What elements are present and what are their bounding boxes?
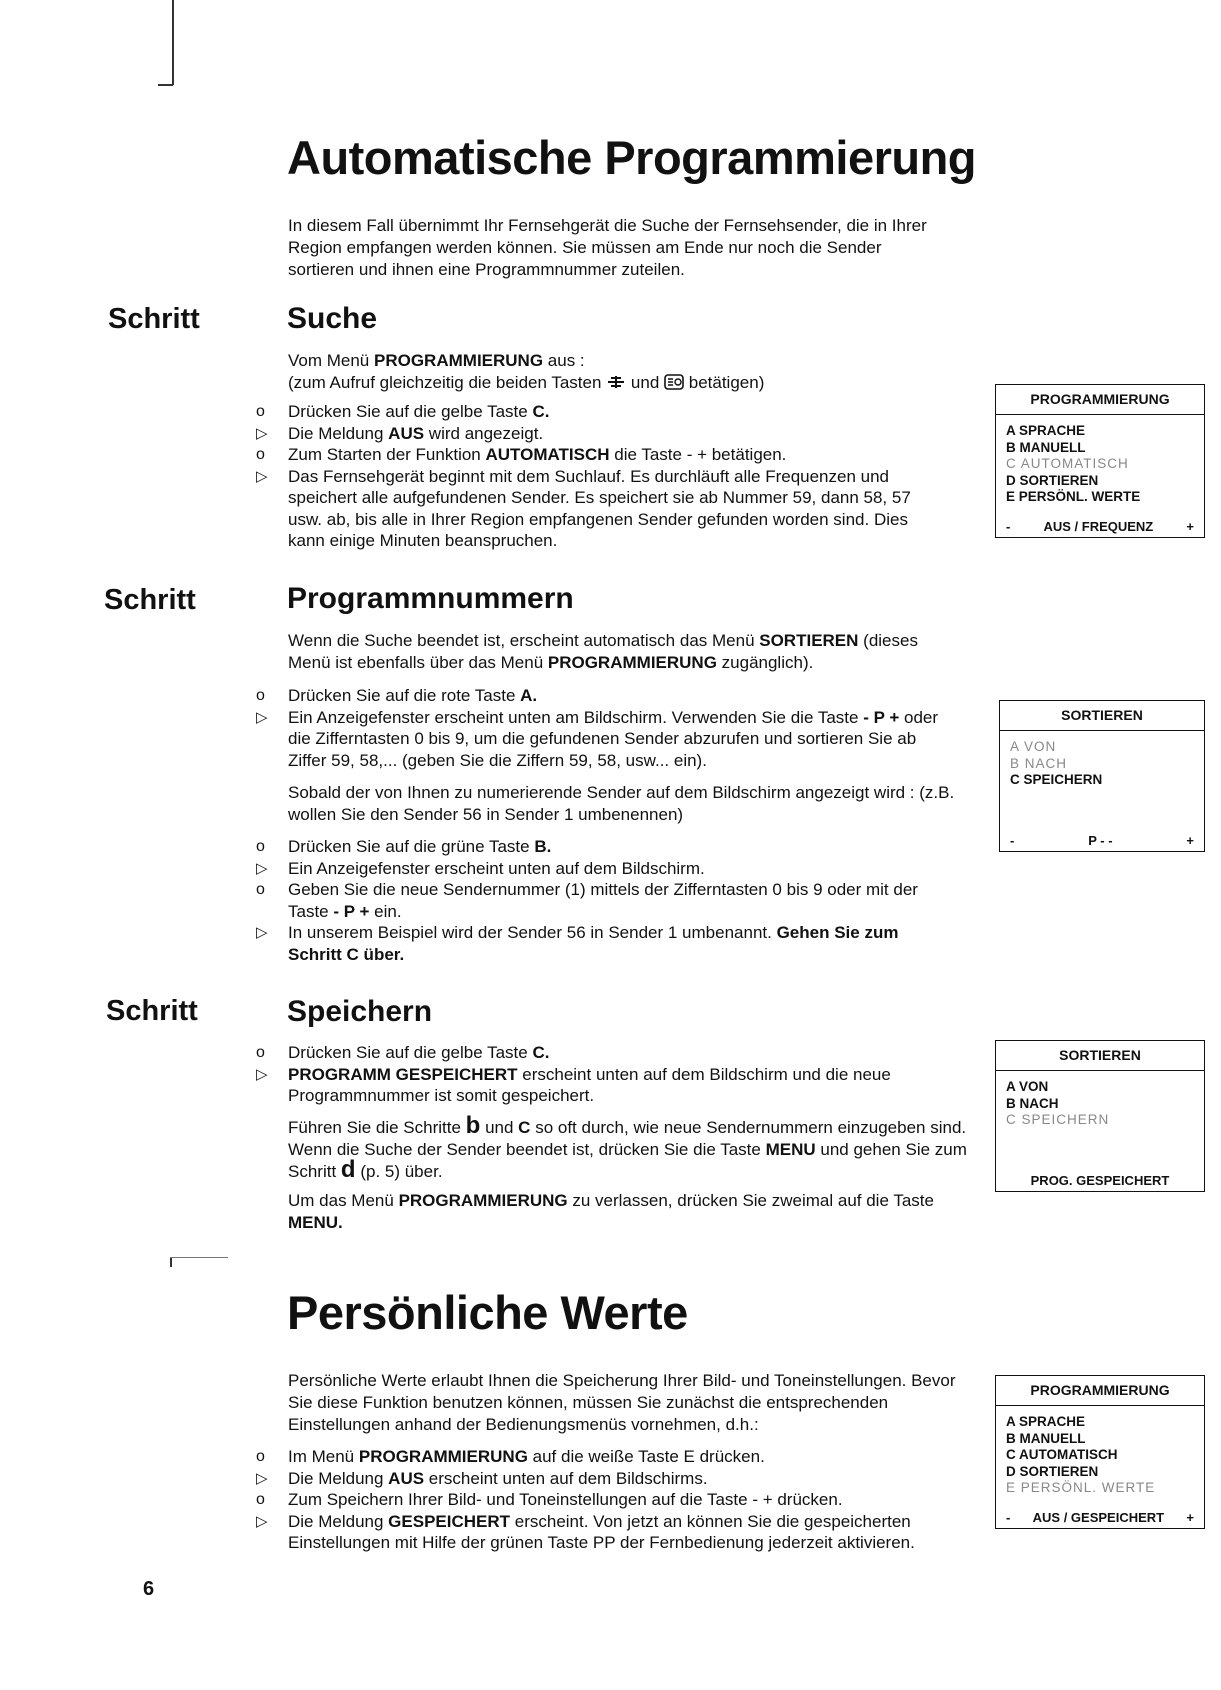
list-item: o Drücken Sie auf die grüne Taste B. xyxy=(256,837,552,856)
crop-mark-horizontal xyxy=(158,84,173,86)
menu-box-lines: A SPRACHE B MANUELL C AUTOMATISCH D SORTIEREN E PERSÖNL. WERTE xyxy=(1006,1414,1156,1495)
menu-box-lines: A VON B NACH C SPEICHERN xyxy=(1006,1079,1110,1127)
menu-box-lines: A VON B NACH C SPEICHERN xyxy=(1010,739,1103,787)
list-item: ▷ Die Meldung AUS wird angezeigt. xyxy=(256,423,544,443)
menu-box-footer: - P - - + xyxy=(1010,833,1194,848)
section-title-personal: Persönliche Werte xyxy=(287,1286,688,1339)
menu-box-lines: A SPRACHE B MANUELL C AUTOMATISCH D SORTIEREN E PERSÖNL. WERTE xyxy=(1006,423,1141,504)
step-b-list-2 xyxy=(256,836,976,965)
menu-box-footer: - AUS / FREQUENZ + xyxy=(1006,519,1194,534)
list-item: o Drücken Sie auf die gelbe Taste C. xyxy=(256,1043,550,1062)
list-item: ▷ PROGRAMM GESPEICHERT erscheint unten auf dem Bildschirm und die neue Programmnummer ist somit gespeichert. xyxy=(256,1064,891,1105)
step-a-list xyxy=(256,401,976,552)
menu-box-title: PROGRAMMIERUNG xyxy=(996,385,1204,415)
section-2-list xyxy=(256,1446,976,1554)
step-a-heading: Suche xyxy=(287,302,378,335)
crop-mark-small-h xyxy=(170,1257,228,1258)
list-item: o Drücken Sie auf die gelbe Taste C. xyxy=(256,402,550,421)
section-intro-automatic: In diesem Fall übernimmt Ihr Fernsehgerät die Suche der Fernsehsender, die in Ihrer Region empfangen werden können. Sie müssen am Ende nur noch die Sender sortieren und ihnen eine Programmnummer zuteilen. xyxy=(288,216,927,279)
step-b-list-1 xyxy=(256,685,976,771)
menu-box-sortieren-2 xyxy=(995,1040,1205,1192)
crop-mark-small xyxy=(170,1257,172,1267)
list-item: ▷ In unserem Beispiel wird der Sender 56 in Sender 1 umbenannt. Gehen Sie zum Schritt C über. xyxy=(256,923,899,964)
menu-box-sortieren-1 xyxy=(999,700,1205,852)
list-item: o Drücken Sie auf die rote Taste A. xyxy=(256,686,538,705)
menu-box-programmierung-1 xyxy=(995,384,1205,538)
step-c-list xyxy=(256,1042,976,1107)
menu-box-footer: - AUS / GESPEICHERT + xyxy=(1006,1510,1194,1525)
teletext-key-icon xyxy=(664,374,684,390)
crop-mark-vertical xyxy=(172,0,174,85)
list-item: ▷ Das Fernsehgerät beginnt mit dem Suchlauf. Es durchläuft alle Frequenzen und speichert alle aufgefundenen Sender. Es speichert sie ab Nummer 59, dann 58, 57 usw. ab, bis alle in Ihrer Region empfangenen Sender gefunden worden sind. Dies kann einige Minuten beanspruchen. xyxy=(256,466,911,550)
step-b-heading: Programmnummern xyxy=(287,582,574,615)
remote-key-icon xyxy=(606,374,626,390)
list-item: ▷ Ein Anzeigefenster erscheint unten auf dem Bildschirm. xyxy=(256,858,705,878)
menu-box-title: PROGRAMMIERUNG xyxy=(996,1376,1204,1406)
step-b-note: Sobald der von Ihnen zu numerierende Sender auf dem Bildschirm angezeigt wird : (z.B. wollen Sie den Sender 56 in Sender 1 umbenennen) xyxy=(288,783,955,824)
list-item: ▷ Die Meldung AUS erscheint unten auf dem Bildschirms. xyxy=(256,1468,708,1488)
menu-box-title: SORTIEREN xyxy=(996,1041,1204,1071)
list-item: o Im Menü PROGRAMMIERUNG auf die weiße Taste E drücken. xyxy=(256,1447,765,1466)
step-b-label: Schritt xyxy=(104,584,196,616)
list-item: ▷ Die Meldung GESPEICHERT erscheint. Von jetzt an können Sie die gespeicherten Einstellungen mit Hilfe der grünen Taste PP der Fernbedienung jederzeit aktivieren. xyxy=(256,1511,915,1552)
step-a-instruction: Vom Menü PROGRAMMIERUNG aus : (zum Aufruf gleichzeitig die beiden Tasten und betätigen) xyxy=(288,351,765,392)
menu-box-title: SORTIEREN xyxy=(1000,701,1204,731)
step-c-label: Schritt xyxy=(106,995,198,1027)
list-item: ▷ Ein Anzeigefenster erscheint unten am Bildschirm. Verwenden Sie die Taste - P + oder die Zifferntasten 0 bis 9, um die gefundenen Sender abzurufen und sortieren Sie ab Ziffer 59, 58,... (geben Sie die Ziffern 59, 58, usw... ein). xyxy=(256,707,939,770)
menu-box-programmierung-2 xyxy=(995,1375,1205,1529)
menu-box-footer: PROG. GESPEICHERT xyxy=(1030,1173,1170,1188)
step-b-intro: Wenn die Suche beendet ist, erscheint automatisch das Menü SORTIEREN (dieses Menü ist ebenfalls über das Menü PROGRAMMIERUNG zugänglich). xyxy=(288,631,918,672)
step-c-paragraph-2: Um das Menü PROGRAMMIERUNG zu verlassen, drücken Sie zweimal auf die Taste MENU. xyxy=(288,1191,934,1232)
step-a-label: Schritt xyxy=(108,303,200,335)
page-number: 6 xyxy=(143,1578,155,1600)
list-item: o Zum Speichern Ihrer Bild- und Toneinstellungen auf die Taste - + drücken. xyxy=(256,1490,843,1509)
section-title-automatic: Automatische Programmierung xyxy=(287,131,977,184)
list-item: o Zum Starten der Funktion AUTOMATISCH die Taste - + betätigen. xyxy=(256,445,787,464)
step-c-paragraph-1: Führen Sie die Schritte b und C so oft durch, wie neue Sendernummern einzugeben sind. Wenn die Suche der Sender beendet ist, drücken Sie die Taste MENU und gehen Sie zum Schritt d (p. 5) über. xyxy=(288,1112,967,1183)
step-c-heading: Speichern xyxy=(287,995,433,1028)
list-item: o Geben Sie die neue Sendernummer (1) mittels der Zifferntasten 0 bis 9 oder mit der Taste - P + ein. xyxy=(256,880,918,921)
section-intro-personal: Persönliche Werte erlaubt Ihnen die Speicherung Ihrer Bild- und Toneinstellungen. Bevor Sie diese Funktion benutzen können, müssen Sie zunächst die entsprechenden Einstellungen anhand der Bedienungsmenüs vornehmen, d.h.: xyxy=(288,1371,956,1434)
